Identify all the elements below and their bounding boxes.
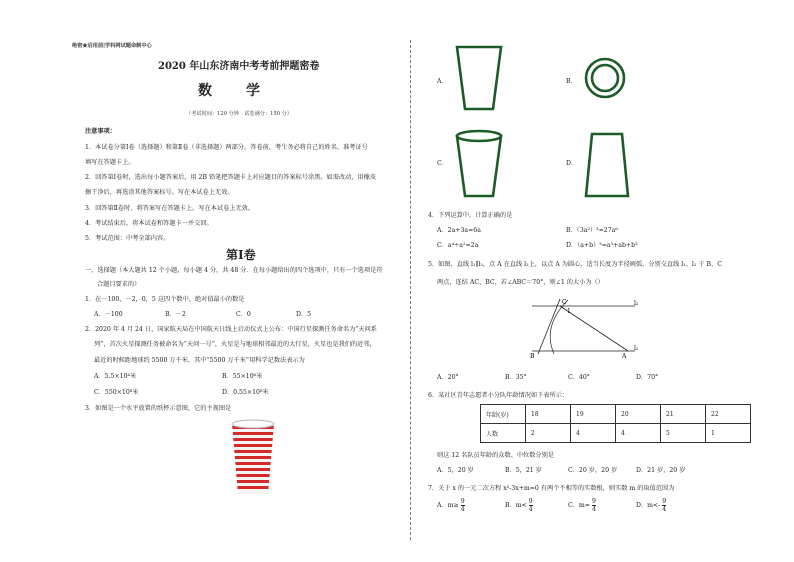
question-7-stem: 7．关于 x 的一元二次方程 x²-3x+m=0 有两个不相等的实数根，则实数 m 的取值范围为	[428, 485, 675, 492]
fraction-denominator: 4	[528, 506, 533, 513]
option-d: D．5	[296, 311, 312, 318]
table-cell: 4	[616, 424, 661, 443]
option-c: C．40°	[568, 374, 590, 381]
column-divider	[410, 40, 411, 540]
note-line: 3．回答第Ⅱ卷时，将答案写在答题卡上。写在本试卷上无效。	[85, 205, 255, 212]
option-c: C．20 岁，20 岁	[568, 467, 618, 474]
fraction	[461, 498, 465, 513]
fraction-denominator: 4	[662, 506, 667, 513]
option-a: A．2a+3a=6a	[437, 227, 481, 234]
cup-with-rim-icon	[455, 128, 503, 198]
fraction-numerator: 9	[662, 498, 667, 505]
option-d: D．0.55×10⁸米	[222, 389, 269, 396]
table-row	[481, 424, 751, 443]
option-c: C．	[437, 160, 448, 167]
option-a: A．－100	[94, 311, 123, 318]
table-cell: 21	[661, 405, 706, 424]
option-d: D．	[566, 160, 578, 167]
subject-title: 数 学	[198, 83, 270, 99]
option-d	[636, 498, 666, 513]
question-6-followup: 则这 12 名队员年龄的众数、中位数分别是	[437, 452, 554, 459]
option-prefix: D．m<-	[636, 502, 661, 509]
question-2-stem: 2．2020 年 4 月 24 日，国家航天局在中国航天日线上启动仪式上公布：中国行星探测任务命名为“天问系	[85, 326, 377, 333]
table-cell: 2	[526, 424, 571, 443]
note-line: 填写在答题卡上。	[85, 159, 135, 166]
page-title: 2020 年山东济南中考考前押题密卷	[158, 61, 320, 72]
table-cell: 年龄(岁)	[481, 405, 526, 424]
figure-label: 1	[567, 308, 571, 315]
question-4-stem: 4．下列运算中，计算正确的是	[428, 212, 513, 219]
notes-heading: 注意事项：	[85, 128, 116, 135]
option-a: A．5，20 岁	[437, 467, 474, 474]
option-d: D．21 岁，20 岁	[636, 467, 686, 474]
fraction	[529, 498, 533, 513]
question-2-stem: 最近的时候距地球约 5500 万千米，其中“5500 万千米”用科学记数法表示为	[94, 357, 305, 364]
exam-info: （考试时间：120 分钟 试卷满分：150 分）	[186, 111, 293, 117]
option-b: B．－2	[165, 311, 186, 318]
age-table	[480, 404, 751, 443]
figure-label: A	[622, 353, 627, 360]
option-d: D．70°	[636, 374, 659, 381]
option-c: C．0	[236, 311, 251, 318]
question-5-stem: 5．如图，直线 l₁∥l₂，点 A 在直线 l₂上，以点 A 为圆心，适当长度为半径画弧，分别交直线 l₁、l₂ 于 B、C	[428, 261, 722, 268]
parallel-lines-figure	[530, 296, 645, 358]
table-cell: 22	[706, 405, 751, 424]
fraction	[592, 498, 596, 513]
fraction-numerator: 9	[460, 498, 465, 505]
table-cell: 人数	[481, 424, 526, 443]
section-heading: 第Ⅰ卷	[226, 248, 256, 262]
option-c: C．a⁴÷a²=2a	[437, 242, 479, 249]
option-prefix: A．m≥	[437, 502, 459, 509]
table-cell: 4	[571, 424, 616, 443]
figure-label: B	[530, 353, 535, 360]
fraction-numerator: 9	[591, 498, 596, 505]
secret-label: 绝密★启用前|学科网试题命制中心	[72, 43, 152, 49]
note-line: 1．本试卷分第Ⅰ卷（选择题）和第Ⅱ卷（非选择题）两部分。答卷前，考生务必将自己的姓名、准考证号	[85, 144, 368, 151]
option-c: C．550×10⁸米	[94, 389, 139, 396]
note-line: 2．回答第Ⅰ卷时，选出每小题答案后，用 2B 铅笔把答题卡上对应题目的答案标号涂黑。如需改动，用橡皮	[85, 174, 377, 181]
option-b: B．55×10⁶米	[222, 373, 263, 380]
option-b	[505, 498, 533, 513]
table-cell: 20	[616, 405, 661, 424]
table-cell: 5	[661, 424, 706, 443]
option-a: A．20°	[437, 374, 459, 381]
question-1-stem: 1．在－100，－2，0，5 这四个数中，绝对值最小的数是	[85, 296, 245, 303]
option-b: B．5，21 岁	[505, 467, 542, 474]
figure-label: l₂	[634, 300, 639, 307]
cup-concentric-circles-icon	[584, 57, 626, 99]
option-a: A．	[437, 78, 448, 85]
option-c	[568, 498, 596, 513]
question-5-stem: 两点，连结 AC、BC，若∠ABC＝70°，则∠1 的大小为（）	[437, 279, 604, 286]
option-b: B．（3a²）³=27a⁶	[566, 227, 618, 234]
option-d: D．（a+b）³=a³+ab+b³	[566, 242, 638, 249]
fraction-denominator: 4	[460, 506, 465, 513]
fraction	[662, 498, 666, 513]
section-intro: 合题目要求的）	[97, 281, 141, 288]
figure-label: C	[562, 299, 567, 306]
question-6-stem: 6．某社区青年志愿者小分队年龄情况如下表所示：	[428, 392, 569, 399]
option-a: A．5.5×10⁴米	[94, 373, 137, 380]
option-prefix: C．m=	[568, 502, 590, 509]
table-row	[481, 405, 751, 424]
cup-inverted-trapezoid-icon	[584, 132, 630, 198]
fraction-denominator: 4	[591, 506, 596, 513]
table-cell: 1	[706, 424, 751, 443]
note-line: 擦干净后，再选涂其他答案标号。写在本试卷上无效。	[85, 189, 234, 196]
question-2-stem: 列”，首次火星探测任务被命名为“天问一号”，火星是与地球相邻最近的大行星，火星也是我们的近邻，	[94, 341, 376, 348]
section-intro: 一、选择题（本大题共 12 个小题，每小题 4 分，共 48 分．在每小题给出的四个选项中，只有一个选项是符	[85, 267, 383, 274]
fraction-numerator: 9	[528, 498, 533, 505]
note-line: 4．考试结束后，将本试卷和答题卡一并交回。	[85, 220, 213, 227]
option-b: B．	[566, 78, 577, 85]
option-b: B．35°	[505, 374, 527, 381]
question-3-stem: 3．如图是一个水平放置的纸杯示意图，它的主视图是	[85, 405, 232, 412]
note-line: 5．考试范围：中考全部内容。	[85, 235, 170, 242]
paper-cup-image	[230, 418, 276, 496]
cup-trapezoid-icon	[455, 45, 503, 111]
option-a	[437, 498, 465, 513]
option-prefix: B．m<	[505, 502, 527, 509]
figure-label: l₁	[634, 345, 639, 352]
table-cell: 19	[571, 405, 616, 424]
table-cell: 18	[526, 405, 571, 424]
